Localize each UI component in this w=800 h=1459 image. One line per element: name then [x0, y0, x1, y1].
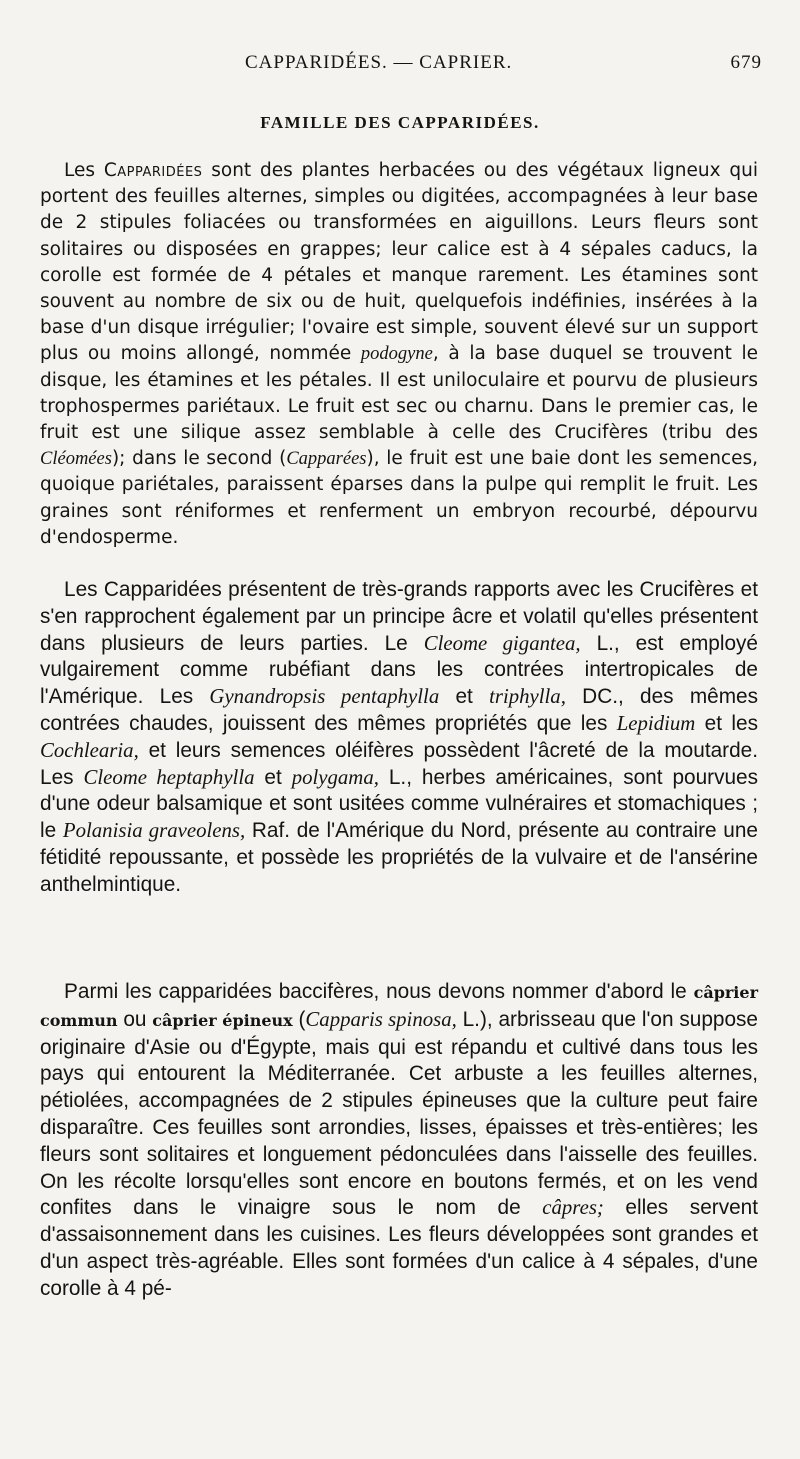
text-run: elles servent d'assaisonnement dans les cuisines. Les fleurs développées sont grandes et d'un aspect très-agréable. Elles sont formées d'un calice à 4 sépales, d'une corolle à 4 pé- — [40, 1196, 758, 1300]
text-run: ou — [117, 1007, 153, 1031]
text-run: sont des plantes herbacées ou des végétaux ligneux qui portent des feuilles alternes, simples ou digitées, accompagnées à leur base de 2 stipules foliacées ou transformées en aiguillons. Leurs fleurs sont solitaires ou disposées en grappes; leur calice est à 4 sépales caducs, la corolle est formée de 4 pétales et manque rarement. Les étamines sont souvent au nombre de six ou de huit, quelquefois indéfinies, insérées à la base d'un disque irrégulier; l'ovaire est simple, souvent élevé sur un support plus ou moins allongé, nommée — [40, 160, 758, 365]
text-run: L., herbes américaines, sont pourvues d'une odeur balsamique et sont usitées comme vulnéraires et stomachiques ; le — [40, 765, 758, 843]
species-polanisia: Polanisia graveolens, — [62, 819, 246, 843]
tribe-cleomees: Cléomées — [40, 449, 112, 470]
text-run: Les — [64, 160, 104, 181]
tribe-capparees: Capparées — [286, 449, 367, 470]
text-run: et les — [695, 711, 758, 735]
text-run: L., est employé vulgairement comme rubéfiant dans les contrées intertropicales de l'Amérique. Les — [40, 631, 758, 709]
text-run: et leurs semences oléifères possèdent l'âcreté de la moutarde. Les — [40, 738, 758, 789]
text-run: ); dans le second ( — [111, 448, 287, 470]
text-run: et — [254, 765, 292, 789]
running-title: CAPPARIDÉES. — CAPRIER. — [245, 52, 513, 73]
family-name-smallcaps: Capparidées — [103, 160, 203, 181]
species-gynandropsis: Gynandropsis pentaphylla — [209, 685, 440, 709]
term-podogyne: podogyne — [360, 344, 433, 365]
term-capres: câpres; — [542, 1196, 604, 1220]
paragraph-caprier — [40, 979, 758, 1303]
text-run: et — [439, 685, 490, 709]
species-polygama: polygama, — [291, 765, 379, 789]
paragraph-family-description — [40, 158, 758, 551]
genus-lepidium: Lepidium — [616, 711, 696, 735]
text-run: L.), arbrisseau que l'on suppose originaire d'Asie ou d'Égypte, mais qui est répandu et cultivé dans tous les pays qui entourent la Méditerranée. Cet arbuste a les feuilles alternes, pétiolées, accompagnées de 2 stipules épineuses que la culture peut faire disparaître. Ces feuilles sont arrondies, lisses, épaisses et très-entières; les fleurs sont solitaires et longuement pédonculées dans l'aisselle des feuilles. On les récolte lorsqu'elles sont encore en boutons fermés, et on les vend confites dans le vinaigre sous le nom de — [40, 1007, 758, 1220]
running-head — [30, 52, 770, 82]
text-run: Raf. de l'Amérique du Nord, présente au contraire une fétidité repoussante, et possède les propriétés de la vulvaire et de l'ansérine anthelmintique. — [40, 819, 758, 896]
common-name-caprier-commun: câprier commun — [40, 983, 758, 1030]
paragraph-properties — [40, 577, 758, 899]
species-capparis-spinosa: Capparis spinosa, — [305, 1007, 457, 1031]
page-number: 679 — [730, 52, 762, 73]
common-name-caprier-epineux: câprier épineux — [152, 1010, 293, 1030]
section-title: FAMILLE DES CAPPARIDÉES. — [260, 113, 540, 132]
species-cleome-gigantea: Cleome gigantea, — [423, 631, 581, 655]
text-run: , à la base duquel se trouvent le disque, les étamines et les pétales. Il est uniloculaire et pourvu de plusieurs trophospermes pariétaux. Le fruit est sec ou charnu. Dans le premier cas, le fruit est une silique assez semblable à celle des Crucifères (tribu des — [40, 343, 758, 444]
species-triphylla: triphylla, — [489, 685, 566, 709]
species-cleome-heptaphylla: Cleome heptaphylla — [83, 765, 255, 789]
genus-cochlearia: Cochlearia, — [40, 738, 139, 762]
text-run: Les Capparidées présentent de très-grands rapports avec les Crucifères et s'en rapprochent également par un principe âcre et volatil qu'elles présentent dans plusieurs de leurs parties. Le — [40, 578, 758, 655]
text-run: ( — [292, 1007, 306, 1031]
text-run: ), le fruit est une baie dont les semences, quoique pariétales, paraissent éparses dans la pulpe qui remplit le fruit. Les graines sont réniformes et renferment un embryon recourbé, dépourvu d'endosperme. — [40, 448, 758, 548]
text-run: Parmi les capparidées baccifères, nous devons nommer d'abord le — [64, 980, 694, 1003]
text-run: DC., des mêmes contrées chaudes, jouissent des mêmes propriétés que les — [40, 685, 758, 735]
